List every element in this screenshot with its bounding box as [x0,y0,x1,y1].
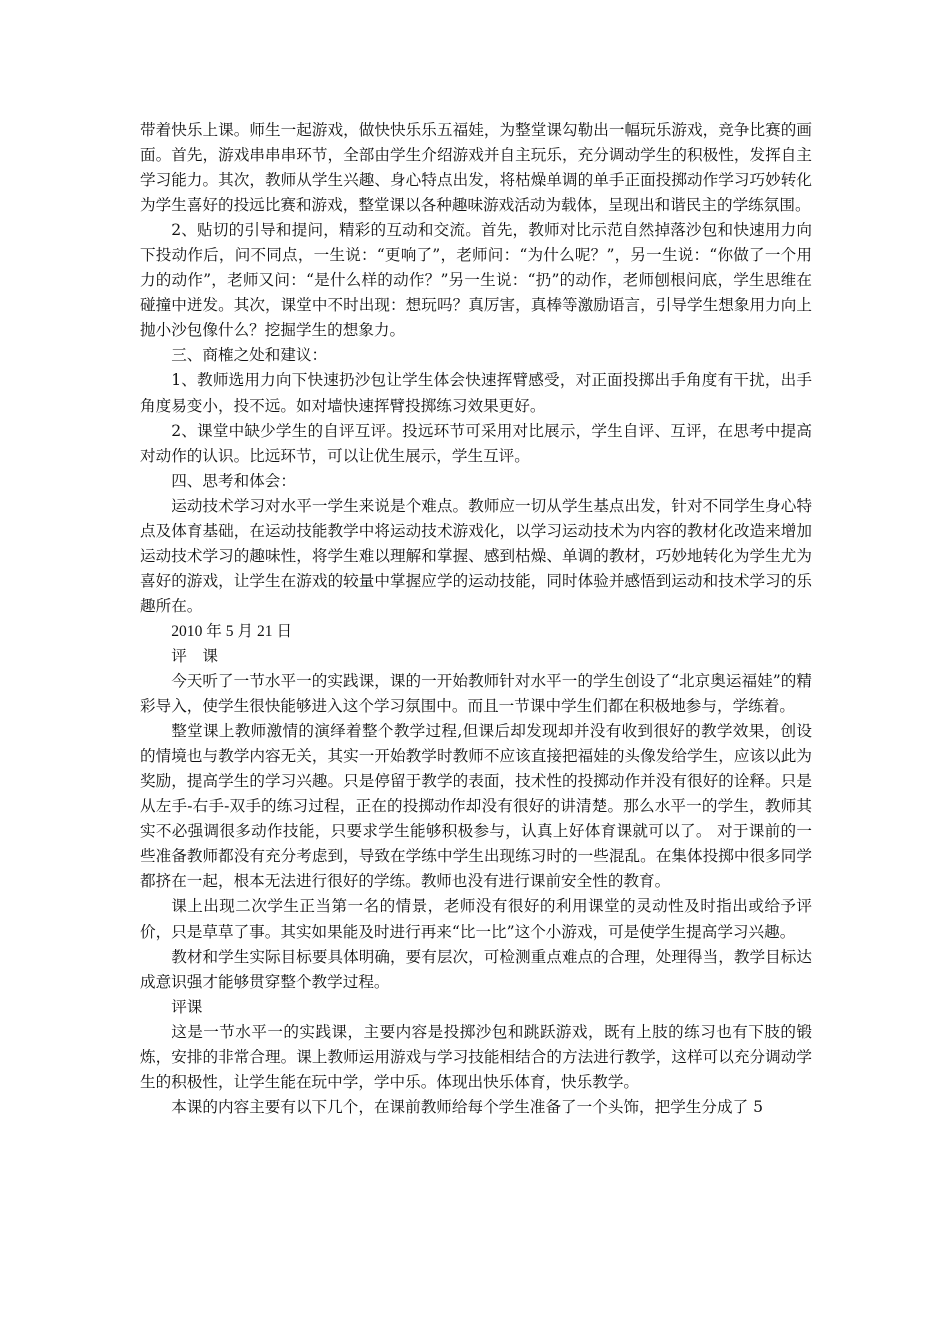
paragraph-review-2-content: 本课的内容主要有以下几个，在课前教师给每个学生准备了一个头饰，把学生分成了 5 [171,1097,764,1116]
paragraph-happy-class: 带着快乐上课。师生一起游戏，做快快乐乐五福娃，为整堂课勾勒出一幅玩乐游戏，竞争比赛的画面。首先，游戏串串串环节，全部由学生介绍游戏并自主玩乐，充分调动学生的积极性，发挥自主学习能力。其次，教师从学生兴趣、身心特点出发，将枯燥单调的单手正面投掷动作学习巧妙转化为学生喜好的投远比赛和游戏，整堂课以各种趣味游戏活动为载体，呈现出和谐民主的学练氛围。 [140,121,812,215]
paragraph-review-2-intro: 这是一节水平一的实践课，主要内容是投掷沙包和跳跃游戏，既有上肢的练习也有下肢的锻炼，安排的非常合理。课上教师运用游戏与学习技能相结合的方法进行教学，这样可以充分调动学生的积极性，让学生能在玩中学，学中乐。体现出快乐体育，快乐教学。 [140,1022,812,1091]
review-title-2: 评课 [171,997,203,1016]
paragraph-review-intro: 今天听了一节水平一的实践课，课的一开始教师针对水平一的学生创设了“北京奥运福娃”的精彩导入，使学生很快能够进入这个学习氛围中。而且一节课中学生们都在积极地参与，学练着。 [140,672,812,716]
document-date: 2010 年 5 月 21 日 [171,622,293,640]
paragraph-guidance-questions: 2、贴切的引导和提问，精彩的互动和交流。首先，教师对比示范自然掉落沙包和快速用力向下投动作后，问不同点，一生说：“更响了”，老师问：“为什么呢？”，另一生说：“你做了一个用力的动作”，老师又问：“是什么样的动作？”另一生说：“扔”的动作，老师刨根问底，学生思维在碰撞中迸发。其次，课堂中不时出现：想玩吗？真厉害，真棒等激励语言，引导学生想象用力向上抛小沙包像什么？挖掘学生的想象力。 [140,221,812,340]
review-title-1: 评课 [171,646,234,665]
paragraph-review-goals: 教材和学生实际目标要具体明确，要有层次，可检测重点难点的合理，处理得当，教学目标达成意识强才能够贯穿整个教学过程。 [140,947,812,991]
paragraph-reflection: 运动技术学习对水平一学生来说是个难点。教师应一切从学生基点出发，针对不同学生身心特点及体育基础，在运动技能教学中将运动技术游戏化，以学习运动技术为内容的教材化改造来增加运动技术学习的趣味性，将学生难以理解和掌握、感到枯燥、单调的教材，巧妙地转化为学生尤为喜好的游戏，让学生在游戏的较量中掌握应学的运动技能，同时体验并感悟到运动和技术学习的乐趣所在。 [140,496,812,615]
paragraph-suggestion-1: 1、教师选用力向下快速扔沙包让学生体会快速挥臂感受，对正面投掷出手角度有干扰，出手角度易变小，投不远。如对墙快速挥臂投掷练习效果更好。 [140,371,812,415]
paragraph-review-first-place: 课上出现二次学生正当第一名的情景，老师没有很好的利用课堂的灵动性及时指出或给予评价，只是草草了事。其实如果能及时进行再来“比一比”这个小游戏，可是使学生提高学习兴趣。 [140,897,812,941]
section-heading-suggestions: 三、商榷之处和建议： [171,346,328,365]
section-heading-reflection: 四、思考和体会： [171,471,296,490]
paragraph-suggestion-2: 2、课堂中缺少学生的自评互评。投远环节可采用对比展示，学生自评、互评，在思考中提高对动作的认识。比远环节，可以让优生展示，学生互评。 [140,421,812,465]
document-page [140,118,812,1120]
paragraph-review-process: 整堂课上教师激情的演绎着整个教学过程,但课后却发现却并没有收到很好的教学效果，创设的情境也与教学内容无关，其实一开始教学时教师不应该直接把福娃的头像发给学生，应该以此为奖励，提高学生的学习兴趣。只是停留于教学的表面，技术性的投掷动作并没有很好的诠释。只是从左手-右手-双手的练习过程，正在的投掷动作却没有很好的讲清楚。那么水平一的学生，教师其实不必强调很多动作技能，只要求学生能够积极参与，认真上好体育课就可以了。 对于课前的一些准备教师都没有充分考虑到，导致在学练中学生出现练习时的一些混乱。在集体投掷中很多同学都挤在一起，根本无法进行很好的学练。教师也没有进行课前安全性的教育。 [140,722,812,891]
